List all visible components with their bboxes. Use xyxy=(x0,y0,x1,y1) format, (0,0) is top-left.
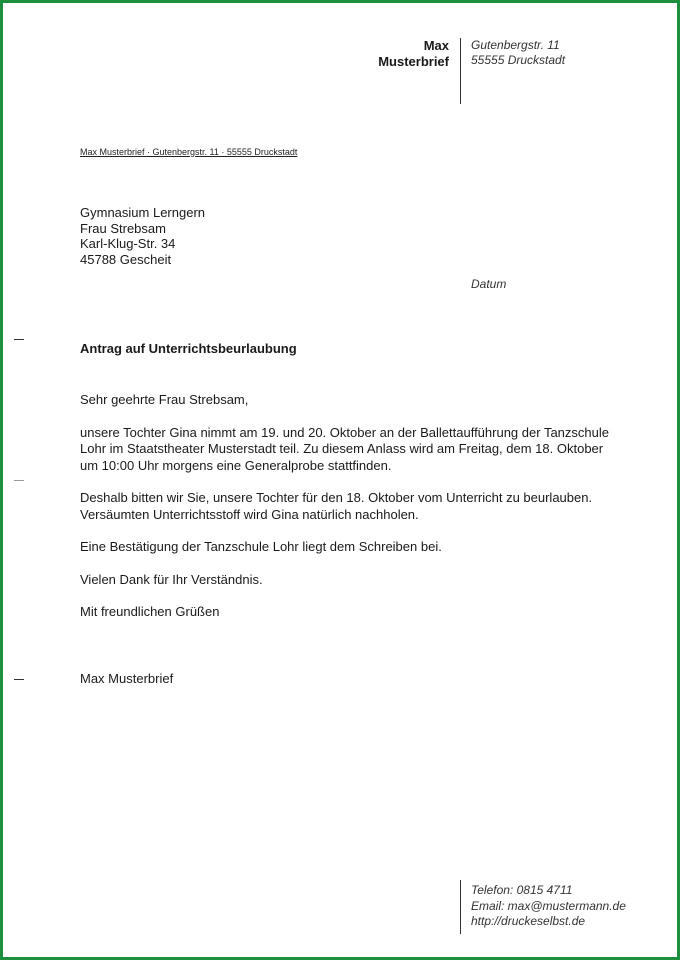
recipient-address xyxy=(80,205,205,267)
header-divider xyxy=(460,38,461,104)
body-paragraph: Eine Bestätigung der Tanzschule Lohr liegt dem Schreiben bei. xyxy=(80,539,442,554)
letter-body xyxy=(80,392,620,637)
sender-name xyxy=(378,38,449,70)
footer-phone: Telefon: 0815 4711 xyxy=(471,883,573,897)
date-field: Datum xyxy=(471,277,507,291)
return-address-line: Max Musterbrief · Gutenbergstr. 11 · 55555 Druckstadt xyxy=(80,147,298,157)
recipient-line: Frau Strebsam xyxy=(80,220,166,236)
recipient-line: 45788 Gescheit xyxy=(80,251,172,267)
recipient-line: Karl-Klug-Str. 34 xyxy=(80,236,176,251)
punch-mark xyxy=(14,480,24,481)
footer-email: Email: max@mustermann.de xyxy=(471,898,626,913)
sender-city: 55555 Druckstadt xyxy=(471,53,566,67)
sender-address xyxy=(471,38,565,68)
sender-last-name: Musterbrief xyxy=(378,54,449,69)
fold-mark-bottom xyxy=(14,679,24,680)
signature-name: Max Musterbrief xyxy=(80,671,174,686)
sender-first-name: Max xyxy=(423,38,449,53)
body-paragraph: Vielen Dank für Ihr Verständnis. xyxy=(80,571,263,587)
closing: Mit freundlichen Grüßen xyxy=(80,604,220,619)
salutation: Sehr geehrte Frau Strebsam, xyxy=(80,392,249,407)
footer-web: http://druckeselbst.de xyxy=(471,914,586,928)
fold-mark-top xyxy=(14,339,24,340)
footer-divider xyxy=(460,880,461,934)
sender-street: Gutenbergstr. 11 xyxy=(471,38,560,52)
contact-footer xyxy=(471,883,626,930)
body-paragraph: unsere Tochter Gina nimmt am 19. und 20. Oktober an der Ballettaufführung der Tanzschule Lohr im Staatstheater Musterstadt teil. Zu diesem Anlass wird am Freitag, dem 18. Oktober um 10:00 Uhr morgens eine Generalprobe stattfinden. xyxy=(80,424,609,473)
body-paragraph: Deshalb bitten wir Sie, unsere Tochter für den 18. Oktober vom Unterricht zu beurlauben. Versäumten Unterrichtsstoff wird Gina natürlich nachholen. xyxy=(80,490,593,522)
recipient-line: Gymnasium Lerngern xyxy=(80,205,205,220)
letter-subject: Antrag auf Unterrichtsbeurlaubung xyxy=(80,341,297,356)
